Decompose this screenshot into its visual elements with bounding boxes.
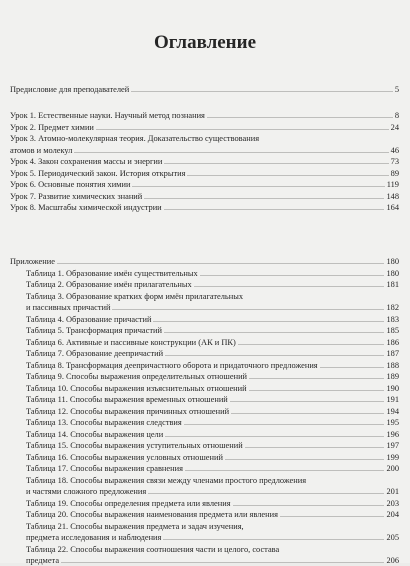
toc-entry-text: Таблица 15. Способы выражения уступительных отношений — [26, 441, 243, 450]
toc-entry — [0, 168, 410, 179]
toc-entry — [0, 440, 410, 451]
toc-entry — [0, 122, 410, 133]
toc-entry-text: Урок 8. Масштабы химической индустрии — [10, 203, 162, 212]
dot-leader — [194, 286, 384, 287]
dot-leader — [238, 344, 384, 345]
toc-entry — [0, 452, 410, 463]
dot-leader — [57, 263, 384, 264]
toc-entry-page: 206 — [386, 556, 399, 565]
toc-entry-text: Урок 6. Основные понятия химии — [10, 180, 131, 189]
toc-entry — [0, 133, 410, 144]
toc-entry-text: Урок 1. Естественные науки. Научный метод познания — [10, 111, 205, 120]
toc-entry — [0, 486, 410, 497]
toc-entry-page: 24 — [390, 122, 399, 132]
dot-leader — [132, 186, 385, 187]
toc-entry — [0, 383, 410, 394]
toc-entry — [0, 394, 410, 405]
dot-leader — [187, 175, 389, 176]
toc-entry-page: 201 — [386, 487, 399, 496]
toc-entry — [0, 337, 410, 348]
toc-entry — [0, 279, 410, 290]
toc-entry-page: 196 — [386, 429, 399, 439]
toc-entry-page: 73 — [390, 157, 399, 166]
toc-entry — [0, 521, 410, 532]
toc-entry-page: 203 — [386, 498, 399, 508]
toc-entry-page: 186 — [386, 337, 399, 347]
toc-entry-text: Таблица 11. Способы выражения временных отношений — [26, 395, 228, 404]
toc-entry-page: 195 — [386, 418, 399, 427]
toc-entry-page: 164 — [386, 203, 399, 212]
toc-entry-page: 89 — [390, 168, 399, 178]
toc-entry-text: Таблица 9. Способы выражения определительных отношений — [26, 372, 248, 381]
toc-entry-page: 191 — [386, 395, 399, 404]
toc-entry-page: 182 — [386, 303, 399, 312]
toc-entry-page: 5 — [394, 85, 399, 94]
toc-entry — [0, 179, 410, 190]
dot-leader — [112, 309, 384, 310]
dot-leader — [164, 209, 384, 210]
toc-entry-text: Урок 3. Атомно-молекулярная теория. Доказательство существования — [10, 134, 260, 143]
dot-leader — [74, 152, 389, 153]
toc-entry-text: Таблица 22. Способы выражения соотношения части и целого, состава — [26, 544, 280, 554]
toc-entry-text: Приложение — [10, 257, 55, 266]
toc-entry-text: Таблица 17. Способы выражения сравнения — [26, 464, 183, 473]
toc-entry — [0, 532, 410, 543]
toc-entry-page: 188 — [386, 360, 399, 370]
toc-entry — [0, 406, 410, 417]
dot-leader — [164, 163, 389, 164]
toc-entry-page: 119 — [386, 180, 399, 189]
dot-leader — [245, 447, 384, 448]
dot-leader — [96, 129, 389, 130]
toc-entry-text: Таблица 20. Способы выражения наименования предмета или явления — [26, 510, 278, 519]
toc-entry — [0, 84, 410, 95]
toc-entry-text: атомов и молекул — [10, 145, 73, 155]
dot-leader — [231, 413, 384, 414]
toc-entry-text: Таблица 12. Способы выражения причинных отношений — [26, 406, 230, 416]
toc-entry-page: 199 — [386, 452, 399, 462]
toc-entry — [0, 191, 410, 202]
toc-entry-text: Таблица 18. Способы выражения связи между членами простого предложения — [26, 475, 307, 485]
dot-leader — [225, 459, 384, 460]
toc-entry-page: 204 — [386, 510, 399, 519]
toc-entry-text: Таблица 13. Способы выражения следствия — [26, 418, 182, 427]
toc-entry-page: 187 — [386, 349, 399, 358]
toc-entry — [0, 110, 410, 121]
toc-entry-text: Таблица 7. Образование деепричастий — [26, 349, 164, 358]
dot-leader — [185, 470, 384, 471]
dot-leader — [164, 332, 384, 333]
dot-leader — [249, 378, 384, 379]
toc-entry — [0, 360, 410, 371]
toc-entry-page: 197 — [386, 441, 399, 450]
toc-entry-text: Таблица 10. Способы выражения изъяснительных отношений — [26, 383, 247, 393]
toc-entry-page: 8 — [394, 111, 399, 120]
toc-entry-text: Предисловие для преподавателей — [10, 85, 130, 94]
toc-entry — [0, 544, 410, 555]
page-title: Оглавление — [153, 32, 257, 53]
toc-entry-page: 185 — [386, 326, 399, 335]
toc-entry-text: Таблица 6. Активные и пассивные конструкции (АК и ПК) — [26, 337, 236, 347]
toc-entry-page: 205 — [386, 533, 399, 542]
dot-leader — [165, 436, 384, 437]
toc-entry — [0, 475, 410, 486]
dot-leader — [200, 275, 384, 276]
toc-entry — [0, 145, 410, 156]
dot-leader — [144, 198, 384, 199]
toc-entry — [0, 156, 410, 167]
toc-entry — [0, 429, 410, 440]
dot-leader — [249, 390, 384, 391]
dot-leader — [207, 117, 393, 118]
toc-entry-page: 190 — [386, 383, 399, 393]
toc-entry-text: Таблица 14. Способы выражения цели — [26, 429, 164, 439]
dot-leader — [230, 401, 384, 402]
toc-entry — [0, 498, 410, 509]
dot-leader — [163, 539, 384, 540]
toc-entry-text: Таблица 3. Образование кратких форм имён прилагательных — [26, 291, 244, 301]
toc-entry-page: 189 — [386, 372, 399, 381]
toc-entry — [0, 325, 410, 336]
toc-entry — [0, 314, 410, 325]
toc-entry-page: 200 — [386, 464, 399, 473]
toc-entry-page: 181 — [386, 280, 399, 289]
toc-entry-page: 183 — [386, 314, 399, 324]
toc-entry-text: предмета исследования и наблюдения — [26, 533, 162, 542]
toc-entry — [0, 555, 410, 566]
toc-entry-page: 194 — [386, 406, 399, 416]
toc-entry-text: Таблица 16. Способы выражения условных отношений — [26, 452, 223, 462]
toc-entry — [0, 463, 410, 474]
dot-leader — [131, 91, 393, 92]
toc-entry-page: 148 — [386, 191, 399, 201]
toc-entry — [0, 202, 410, 213]
toc-entry-page: 180 — [386, 268, 399, 278]
toc-entry-page: 180 — [386, 257, 399, 266]
toc-entry-text: предмета — [26, 556, 60, 565]
dot-leader — [148, 493, 384, 494]
toc-entry-text: Урок 7. Развитие химических знаний — [10, 191, 143, 201]
toc-entry — [0, 291, 410, 302]
toc-entry-text: и частями сложного предложения — [26, 487, 147, 496]
toc-entry-text: Урок 4. Закон сохранения массы и энергии — [10, 157, 163, 166]
dot-leader — [233, 505, 384, 506]
toc-entry — [0, 348, 410, 359]
dot-leader — [153, 321, 384, 322]
toc-entry-text: и пассивных причастий — [26, 303, 111, 312]
toc-entry-page: 46 — [390, 145, 399, 155]
toc-entry-text: Таблица 2. Образование имён прилагательных — [26, 280, 192, 289]
toc-entry-text: Таблица 1. Образование имён существительных — [26, 268, 198, 278]
toc-entry-text: Урок 2. Предмет химии — [10, 122, 94, 132]
dot-leader — [165, 355, 384, 356]
dot-leader — [320, 367, 384, 368]
toc-entry-text: Таблица 8. Трансформация деепричастного оборота и придаточного предложения — [26, 360, 318, 370]
toc-entry — [0, 417, 410, 428]
dot-leader — [280, 516, 384, 517]
toc-entry — [0, 371, 410, 382]
toc-entry — [0, 256, 410, 267]
toc-entry-text: Таблица 21. Способы выражения предмета и задач изучения, — [26, 521, 244, 531]
toc-entry — [0, 268, 410, 279]
toc-entry — [0, 302, 410, 313]
toc-entry-text: Таблица 19. Способы определения предмета или явления — [26, 498, 231, 508]
toc-entry-text: Таблица 5. Трансформация причастий — [26, 326, 162, 335]
toc-entry-text: Урок 5. Периодический закон. История открытия — [10, 168, 186, 178]
toc-entry — [0, 509, 410, 520]
dot-leader — [184, 424, 384, 425]
toc-entry-text: Таблица 4. Образование причастий — [26, 314, 152, 324]
